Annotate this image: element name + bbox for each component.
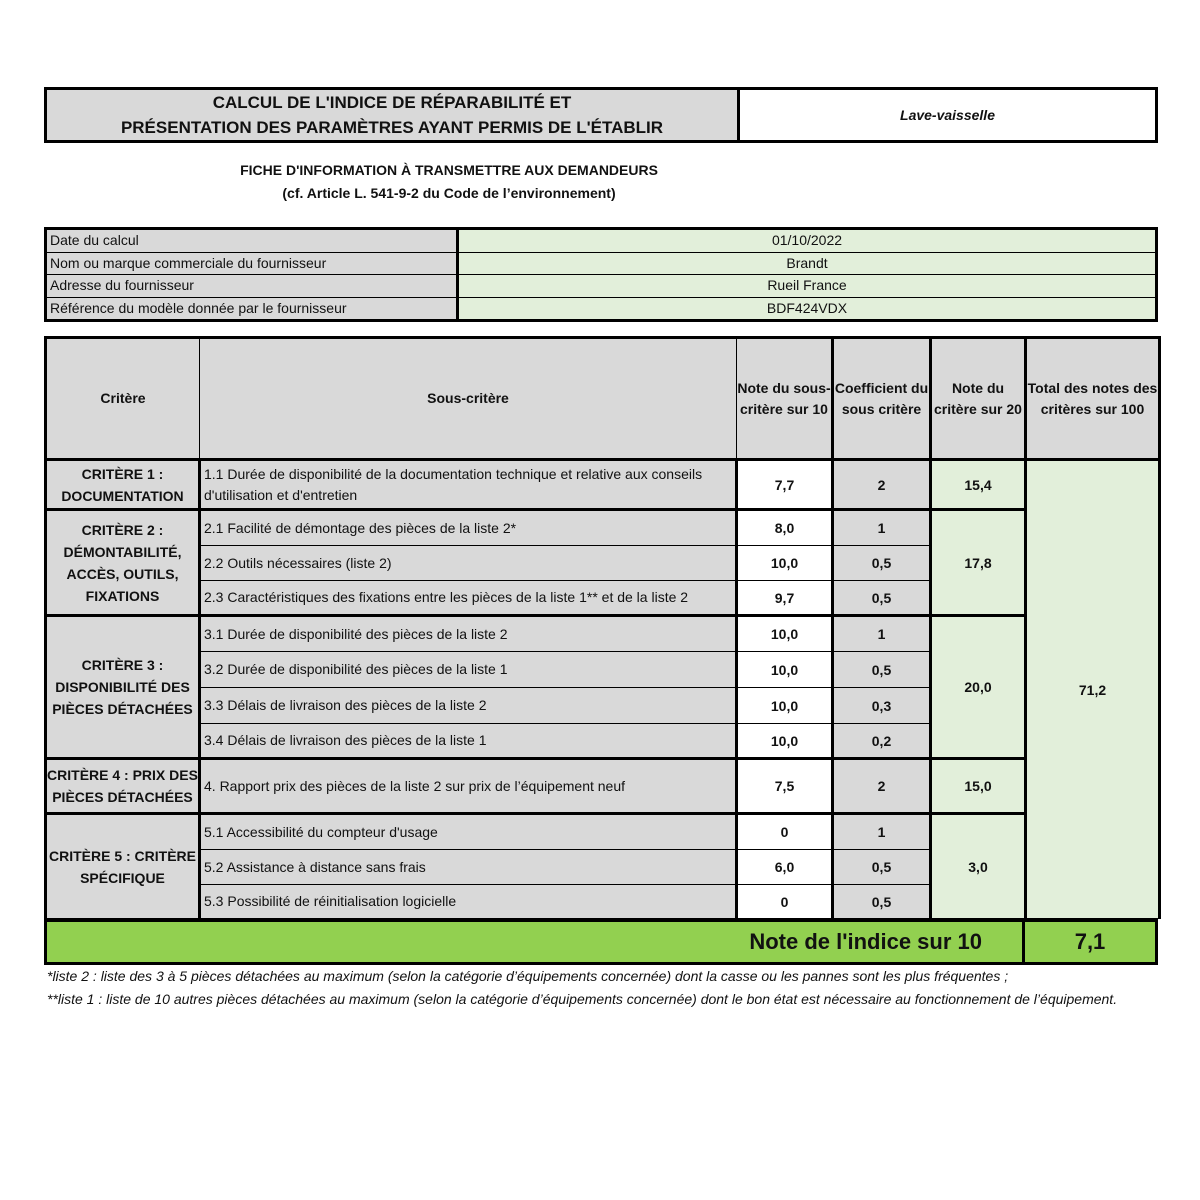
- sub-criterion-label: 2.3 Caractéristiques des fixations entre les pièces de la liste 1** et de la liste 2: [200, 581, 737, 616]
- sub-criterion-note: 7,7: [737, 460, 833, 510]
- sub-criterion-label: 2.2 Outils nécessaires (liste 2): [200, 546, 737, 581]
- sub-criterion-note: 9,7: [737, 581, 833, 616]
- criterion-name: CRITÈRE 3 : DISPONIBILITÉ DES PIÈCES DÉTACHÉES: [46, 616, 200, 759]
- sub-criterion-coef: 0,3: [833, 688, 931, 724]
- sub-criterion-label: 1.1 Durée de disponibilité de la documentation technique et relative aux conseils d'utilisation et d'entretien: [200, 460, 737, 510]
- info-label: Nom ou marque commerciale du fournisseur: [47, 253, 459, 275]
- table-header-row: [46, 338, 1160, 460]
- subheader-line-2: (cf. Article L. 541-9-2 du Code de l’environnement): [282, 185, 616, 201]
- criterion-score: 3,0: [931, 814, 1026, 919]
- criterion-score: 15,0: [931, 759, 1026, 814]
- sub-criterion-coef: 0,5: [833, 850, 931, 885]
- sub-criterion-label: 3.3 Délais de livraison des pièces de la liste 2: [200, 688, 737, 724]
- sub-criterion-coef: 0,5: [833, 885, 931, 919]
- info-row: [47, 230, 1155, 253]
- title-line-2: PRÉSENTATION DES PARAMÈTRES AYANT PERMIS DE L'ÉTABLIR: [120, 118, 664, 137]
- table-row: [46, 759, 1160, 814]
- page-title: [47, 90, 740, 140]
- sub-criterion-label: 3.2 Durée de disponibilité des pièces de la liste 1: [200, 652, 737, 688]
- sub-criterion-coef: 1: [833, 616, 931, 652]
- criterion-score: 20,0: [931, 616, 1026, 759]
- sub-criterion-note: 10,0: [737, 688, 833, 724]
- info-row: [47, 298, 1155, 320]
- criterion-score: 17,8: [931, 510, 1026, 616]
- sub-criterion-label: 5.3 Possibilité de réinitialisation logicielle: [200, 885, 737, 919]
- sub-criterion-label: 4. Rapport prix des pièces de la liste 2 sur prix de l’équipement neuf: [200, 759, 737, 814]
- repairability-table: [44, 336, 1161, 919]
- footnote-liste-2: *liste 2 : liste des 3 à 5 pièces détachées au maximum (selon la catégorie d’équipements concernée) dont la casse ou les pannes sont les plus fréquentes ;: [47, 968, 1009, 984]
- sub-criterion-label: 3.1 Durée de disponibilité des pièces de la liste 2: [200, 616, 737, 652]
- criterion-score: 15,4: [931, 460, 1026, 510]
- sub-criterion-note: 7,5: [737, 759, 833, 814]
- sub-criterion-note: 10,0: [737, 724, 833, 759]
- header-total: Total des notes des critères sur 100: [1026, 338, 1160, 460]
- product-category: Lave-vaisselle: [900, 107, 995, 123]
- info-value: Brandt: [459, 253, 1155, 275]
- info-row: [47, 253, 1155, 276]
- info-label: Date du calcul: [47, 230, 459, 252]
- sub-criterion-coef: 0,5: [833, 581, 931, 616]
- info-value: 01/10/2022: [459, 230, 1155, 252]
- sub-criterion-label: 2.1 Facilité de démontage des pièces de la liste 2*: [200, 510, 737, 546]
- table-row: [46, 510, 1160, 546]
- criterion-name: CRITÈRE 4 : PRIX DES PIÈCES DÉTACHÉES: [46, 759, 200, 814]
- sub-criterion-coef: 0,2: [833, 724, 931, 759]
- final-score-row: [44, 919, 1158, 965]
- sub-criterion-note: 10,0: [737, 652, 833, 688]
- sub-criterion-coef: 0,5: [833, 546, 931, 581]
- table-row: [46, 616, 1160, 652]
- sub-criterion-coef: 2: [833, 759, 931, 814]
- sub-criterion-label: 5.2 Assistance à distance sans frais: [200, 850, 737, 885]
- header-note-critere: Note du critère sur 20: [931, 338, 1026, 460]
- header-coefficient: Coefficient du sous critère: [833, 338, 931, 460]
- table-row: [46, 814, 1160, 850]
- sub-criterion-note: 10,0: [737, 616, 833, 652]
- info-label: Adresse du fournisseur: [47, 275, 459, 297]
- info-value: BDF424VDX: [459, 298, 1155, 320]
- title-block: [44, 87, 1158, 143]
- sub-criterion-label: 5.1 Accessibilité du compteur d'usage: [200, 814, 737, 850]
- subheader-line-1: FICHE D'INFORMATION À TRANSMETTRE AUX DEMANDEURS: [240, 162, 658, 178]
- header-critere: Critère: [46, 338, 200, 460]
- sub-criterion-coef: 2: [833, 460, 931, 510]
- title-line-1: CALCUL DE L'INDICE DE RÉPARABILITÉ ET: [212, 93, 572, 112]
- info-value: Rueil France: [459, 275, 1155, 297]
- header-sous-critere: Sous-critère: [200, 338, 737, 460]
- criterion-name: CRITÈRE 5 : CRITÈRE SPÉCIFIQUE: [46, 814, 200, 919]
- criterion-name: CRITÈRE 1 : DOCUMENTATION: [46, 460, 200, 510]
- sub-criterion-label: 3.4 Délais de livraison des pièces de la liste 1: [200, 724, 737, 759]
- sub-criterion-note: 10,0: [737, 546, 833, 581]
- sub-criterion-note: 0: [737, 885, 833, 919]
- footnote-liste-1: **liste 1 : liste de 10 autres pièces détachées au maximum (selon la catégorie d’équipements concernée) dont le bon état est nécessaire au fonctionnement de l’équipement.: [47, 991, 1118, 1007]
- info-label: Référence du modèle donnée par le fournisseur: [47, 298, 459, 320]
- info-row: [47, 275, 1155, 298]
- sub-criterion-note: 0: [737, 814, 833, 850]
- sub-criterion-coef: 1: [833, 510, 931, 546]
- sub-criterion-coef: 0,5: [833, 652, 931, 688]
- sub-criterion-coef: 1: [833, 814, 931, 850]
- criterion-name: CRITÈRE 2 : DÉMONTABILITÉ, ACCÈS, OUTILS, FIXATIONS: [46, 510, 200, 616]
- sub-criterion-note: 6,0: [737, 850, 833, 885]
- final-score-value: 7,1: [1074, 929, 1106, 954]
- sub-criterion-note: 8,0: [737, 510, 833, 546]
- supplier-info-table: [44, 227, 1158, 322]
- header-note-sous-critere: Note du sous-critère sur 10: [737, 338, 833, 460]
- total-score: 71,2: [1026, 460, 1160, 919]
- final-score-label: Note de l'indice sur 10: [47, 922, 1025, 962]
- table-row: [46, 460, 1160, 510]
